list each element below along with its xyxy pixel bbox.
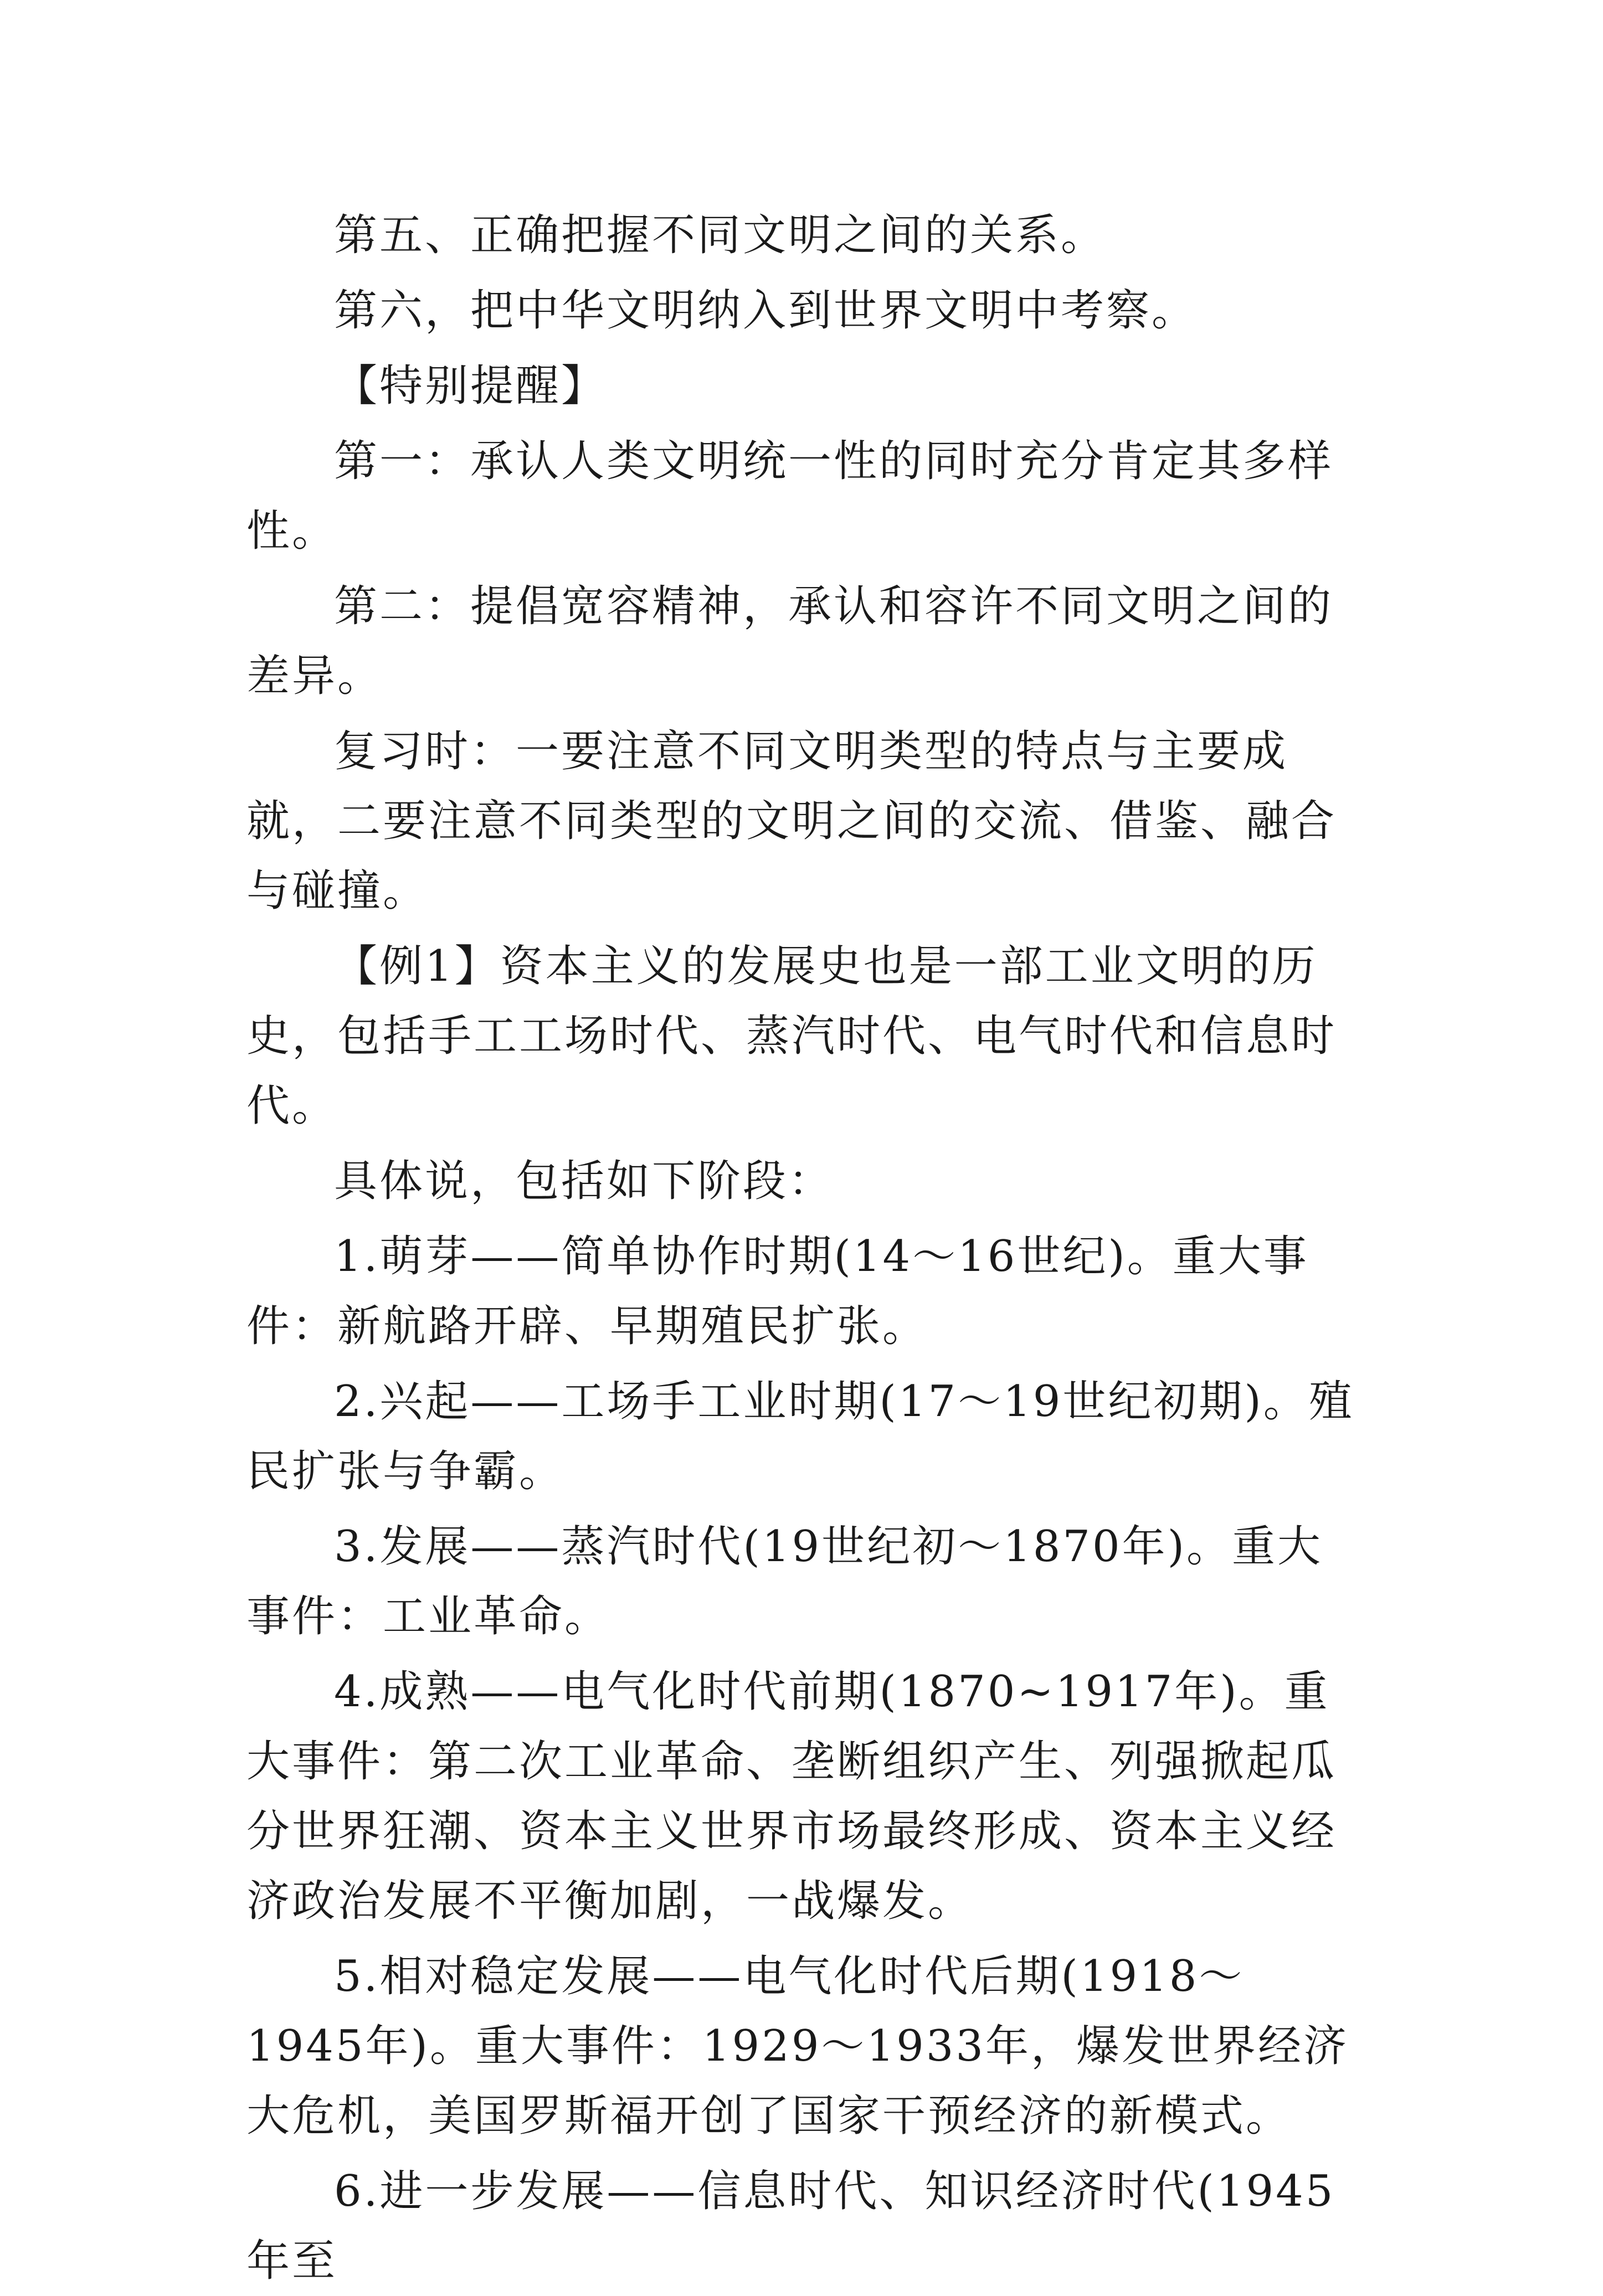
list-item-stage-4: 4.成熟——电气化时代前期(1870~1917年)。重大事件：第二次工业革命、垄断组织产生、列强掀起瓜分世界狂潮、资本主义世界市场最终形成、资本主义经济政治发展不平衡加剧，一战爆发。: [246, 1667, 1337, 1926]
paragraph-reminder-first: 第一：承认人类文明统一性的同时充分肯定其多样性。: [246, 436, 1334, 556]
document-body: [246, 200, 1360, 2296]
list-item-stage-6: 6.进一步发展——信息时代、知识经济时代(1945年至: [246, 2166, 1335, 2286]
list-item-stage-1: 1.萌芽——简单协作时期(14～16世纪)。重大事件：新航路开辟、早期殖民扩张。: [246, 1232, 1309, 1351]
list-item-stage-5: 5.相对稳定发展——电气化时代后期(1918～1945年)。重大事件：1929～1933年，爆发世界经济大危机，美国罗斯福开创了国家干预经济的新模式。: [246, 1952, 1349, 2141]
section-heading-special-reminder: 【特别提醒】: [334, 361, 607, 411]
list-item-stage-3: 3.发展——蒸汽时代(19世纪初～1870年)。重大事件：工业革命。: [246, 1522, 1323, 1641]
paragraph-reminder-second: 第二：提倡宽容精神，承认和容许不同文明之间的差异。: [246, 581, 1334, 701]
list-item-stage-2: 2.兴起——工场手工业时期(17～19世纪初期)。殖民扩张与争霸。: [246, 1377, 1354, 1496]
paragraph-sixth-point: 第六，把中华文明纳入到世界文明中考察。: [334, 286, 1198, 336]
paragraph-example-1: 【例1】资本主义的发展史也是一部工业文明的历史，包括手工工场时代、蒸汽时代、电气时代和信息时代。: [246, 941, 1337, 1131]
paragraph-review-note: 复习时：一要注意不同文明类型的特点与主要成就，二要注意不同类型的文明之间的交流、借鉴、融合与碰撞。: [246, 727, 1337, 916]
paragraph-stages-intro: 具体说，包括如下阶段：: [334, 1156, 834, 1206]
paragraph-fifth-point: 第五、正确把握不同文明之间的关系。: [334, 210, 1107, 260]
